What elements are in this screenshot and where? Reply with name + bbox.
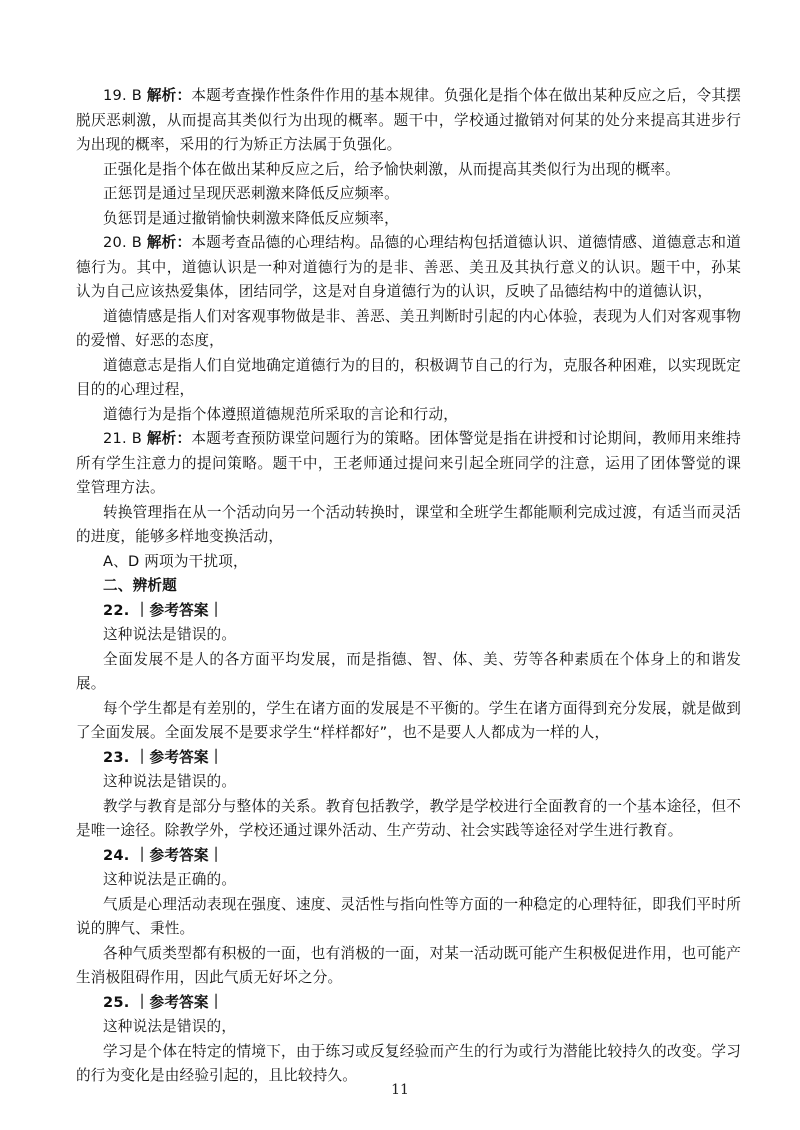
q23-heading: 23. ｜参考答案｜	[103, 748, 224, 766]
q24-paragraph-1: 这种说法是正确的。	[103, 871, 237, 888]
q25-paragraph-2: 学习是个体在特定的情境下，由于练习或反复经验而产生的行为或行为潜能比较持久的改变。学习的行为变化是由经验引起的，且比较持久。	[76, 1042, 741, 1084]
q24-heading: 24. ｜参考答案｜	[103, 846, 224, 864]
q20-body: 本题考查品德的心理结构。品德的心理结构包括道德认识、道德情感、道德意志和道德行为。其中，道德认识是一种对道德行为的是非、善恶、美丑及其执行意义的认识。题干中，孙某认为自己应该热爱集体，团结同学，这是对自身道德行为的认识，反映了品德结构中的道德认识，	[76, 234, 742, 300]
q25-paragraph-1: 这种说法是错误的，	[103, 1018, 237, 1035]
q19-body: 本题考查操作性条件作用的基本规律。负强化是指个体在做出某种反应之后，令其摆脱厌恶刺激，从而提高其类似行为出现的概率。题干中，学校通过撤销对何某的处分来提高其进步行为出现的概率，采用的行为矫正方法属于负强化。	[76, 87, 742, 153]
q23-paragraph-2: 教学与教育是部分与整体的关系。教育包括教学，教学是学校进行全面教育的一个基本途径，但不是唯一途径。除教学外，学校还通过课外活动、生产劳动、社会实践等途径对学生进行教育。	[76, 797, 741, 839]
q20-answer	[76, 231, 741, 305]
q22-paragraph-1: 这种说法是错误的。	[103, 626, 237, 643]
q24-paragraph-3: 各种气质类型都有积极的一面，也有消极的一面，对某一活动既可能产生积极促进作用，也可能产生消极阻碍作用，因此气质无好坏之分。	[76, 944, 741, 986]
q21-answer	[76, 427, 741, 501]
q23-paragraph-1: 这种说法是错误的。	[103, 773, 237, 790]
q20-paragraph-3: 道德意志是指人们自觉地确定道德行为的目的，积极调节自己的行为，克服各种困难，以实现既定目的的心理过程，	[76, 356, 741, 398]
section-title: 二、辨析题	[103, 577, 177, 594]
q22-paragraph-2: 全面发展不是人的各方面平均发展，而是指德、智、体、美、劳等各种素质在个体身上的和谐发展。	[76, 650, 741, 692]
q21-number: 21. B	[103, 430, 147, 447]
q25-heading: 25. ｜参考答案｜	[103, 993, 224, 1011]
q20-analysis-label: 解析：	[146, 234, 192, 251]
q21-paragraph-2: 转换管理指在从一个活动向另一个活动转换时，课堂和全班学生都能顺利完成过渡，有适当而灵活的进度，能够多样地变换活动，	[76, 503, 741, 545]
q22-paragraph-3: 每个学生都是有差别的，学生在诸方面的发展是不平衡的。学生在诸方面得到充分发展，就是做到了全面发展。全面发展不是要求学生“样样都好”，也不是要人人都成为一样的人，	[76, 699, 741, 741]
q19-paragraph-2: 正强化是指个体在做出某种反应之后，给予愉快刺激，从而提高其类似行为出现的概率。	[103, 160, 680, 178]
q19-analysis-label: 解析：	[146, 87, 192, 104]
answer-content	[76, 84, 741, 1089]
q19-number: 19. B	[103, 87, 147, 104]
page-number: 11	[391, 1082, 409, 1098]
q21-paragraph-3: A、D 两项为干扰项，	[103, 552, 248, 570]
q19-paragraph-3: 正惩罚是通过呈现厌恶刺激来降低反应频率。	[103, 185, 399, 202]
q24-paragraph-2: 气质是心理活动表现在强度、速度、灵活性与指向性等方面的一种稳定的心理特征，即我们平时所说的脾气、秉性。	[76, 895, 741, 937]
q22-heading: 22. ｜参考答案｜	[103, 601, 224, 619]
q20-number: 20. B	[103, 234, 147, 251]
q21-body: 本题考查预防课堂问题行为的策略。团体警觉是指在讲授和讨论期间，教师用来维持所有学生注意力的提问策略。题干中，王老师通过提问来引起全班同学的注意，运用了团体警觉的课堂管理方法。	[76, 430, 742, 496]
q19-paragraph-4: 负惩罚是通过撤销愉快刺激来降低反应频率，	[103, 209, 399, 227]
q19-answer	[76, 84, 741, 158]
q20-paragraph-2: 道德情感是指人们对客观事物做是非、善恶、美丑判断时引起的内心体验，表现为人们对客观事物的爱憎、好恶的态度，	[76, 307, 741, 349]
q21-analysis-label: 解析：	[146, 430, 192, 447]
q20-paragraph-4: 道德行为是指个体遵照道德规范所采取的言论和行动，	[103, 405, 459, 423]
